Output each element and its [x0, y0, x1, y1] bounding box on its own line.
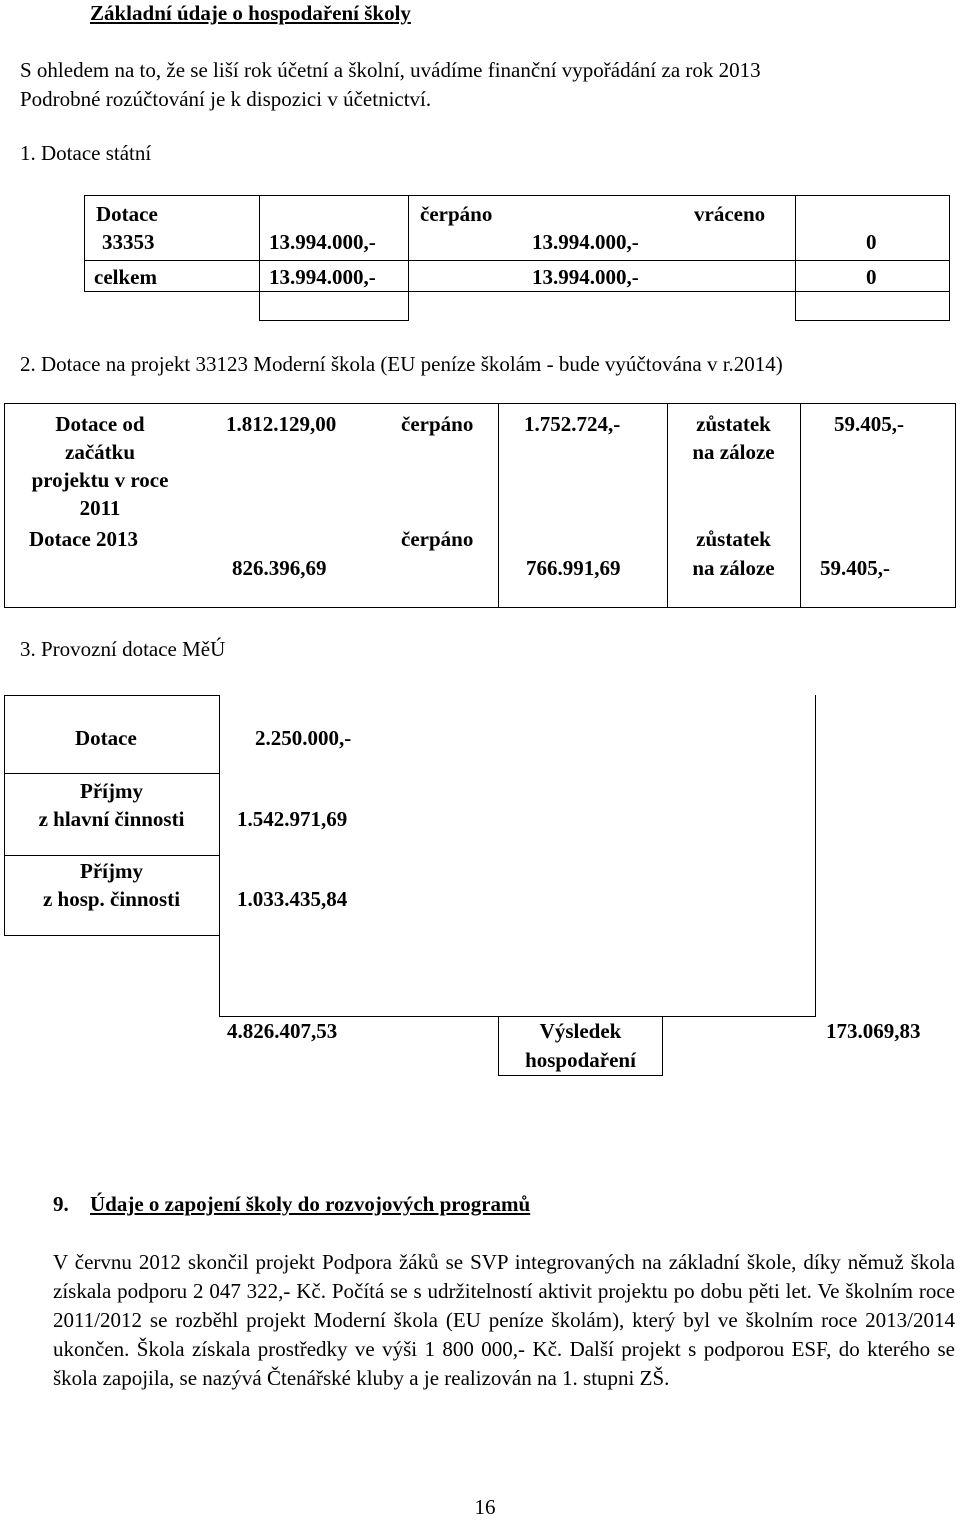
s3-prijmy-hlavni-line2: z hlavní činnosti: [38, 807, 185, 831]
s3-dotace-value: 2.250.000,-: [255, 726, 352, 750]
s2-row2-zustatek-value: 59.405,-: [820, 556, 890, 580]
s2-row1-label-line1: Dotace od: [55, 412, 145, 436]
s2-row1-zustatek-line2: na záloze: [692, 440, 775, 464]
s2-row2-cerpano-value: 766.991,69: [526, 556, 621, 580]
s3-prijmy-hlavni-value: 1.542.971,69: [237, 807, 348, 831]
s3-dotace-label: Dotace: [75, 726, 137, 750]
s2-row2-zustatek-line1: zůstatek: [696, 527, 771, 551]
s1-row1-label-line2: 33353: [102, 230, 155, 254]
s2-row1-amount: 1.812.129,00: [226, 412, 337, 436]
s2-row1-zustatek-value: 59.405,-: [834, 412, 904, 436]
s3-prijmy-hosp-line2: z hosp. činnosti: [42, 887, 181, 911]
s1-row1-label-line1: Dotace: [96, 202, 158, 226]
s1-row2-cerpano-value: 13.994.000,-: [532, 265, 639, 289]
s1-cerpano-label: čerpáno: [420, 202, 493, 226]
page-number: 16: [474, 1495, 496, 1519]
s1-row2-amount: 13.994.000,-: [269, 265, 376, 289]
s3-vysledek-line2: hospodaření: [525, 1048, 636, 1072]
section9-number: 9.: [53, 1192, 69, 1216]
s1-row2-label: celkem: [94, 265, 157, 289]
s3-prijmy-hosp-line1: Příjmy: [80, 859, 143, 883]
section9-paragraph: V červnu 2012 skončil projekt Podpora žáků se SVP integrovaných na základní škole, díky němuž škola získala podporu 2 047 322,- Kč. Počítá se s udržitelností aktivit projektu po dobu pěti let. Ve školním roce 2011/2012 se rozběhl projekt Moderní škola (EU peníze školám), který byl ve školním roce 2013/2014 ukončen. Škola získala prostředky ve výši 1 800 000,- Kč. Další projekt s podporou ESF, do kterého se škola zapojila, se nazývá Čtenářské kluby a je realizován na 1. stupni ZŠ.: [53, 1250, 955, 1390]
s2-row1-label-line4: 2011: [79, 496, 121, 520]
section3-heading: 3. Provozní dotace MěÚ: [20, 637, 226, 661]
s2-row2-amount: 826.396,69: [232, 556, 327, 580]
s2-row2-label: Dotace 2013: [29, 527, 139, 551]
s1-row1-vraceno-value: 0: [866, 230, 877, 254]
s2-row2-cerpano-label: čerpáno: [401, 527, 474, 551]
s3-total-value: 4.826.407,53: [227, 1019, 338, 1043]
s2-row1-cerpano-label: čerpáno: [401, 412, 474, 436]
s2-row1-label-line2: začátku: [65, 440, 135, 464]
s2-row1-zustatek-line1: zůstatek: [696, 412, 771, 436]
intro-line-1: S ohledem na to, že se liší rok účetní a školní, uvádíme finanční vypořádání za rok 2013: [20, 58, 761, 82]
s1-row2-vraceno-value: 0: [866, 265, 877, 289]
section1-heading: 1. Dotace státní: [20, 141, 152, 165]
s2-row2-zustatek-line2: na záloze: [692, 556, 775, 580]
s3-prijmy-hlavni-line1: Příjmy: [80, 779, 143, 803]
s1-row1-amount: 13.994.000,-: [269, 230, 376, 254]
page-title: Základní údaje o hospodaření školy: [90, 1, 411, 25]
section2-heading: 2. Dotace na projekt 33123 Moderní škola (EU peníze školám - bude vyúčtována v r.2014): [20, 352, 783, 376]
s3-vysledek-value: 173.069,83: [826, 1019, 921, 1043]
s3-vysledek-line1: Výsledek: [539, 1019, 622, 1043]
s2-row1-cerpano-value: 1.752.724,-: [524, 412, 621, 436]
s2-row1-label-line3: projektu v roce: [31, 468, 169, 492]
section9-heading: Údaje o zapojení školy do rozvojových programů: [90, 1192, 531, 1216]
s1-vraceno-label: vráceno: [694, 202, 766, 226]
intro-line-2: Podrobné rozúčtování je k dispozici v účetnictví.: [20, 87, 432, 111]
s3-prijmy-hosp-value: 1.033.435,84: [237, 887, 348, 911]
s1-row1-cerpano-value: 13.994.000,-: [532, 230, 639, 254]
